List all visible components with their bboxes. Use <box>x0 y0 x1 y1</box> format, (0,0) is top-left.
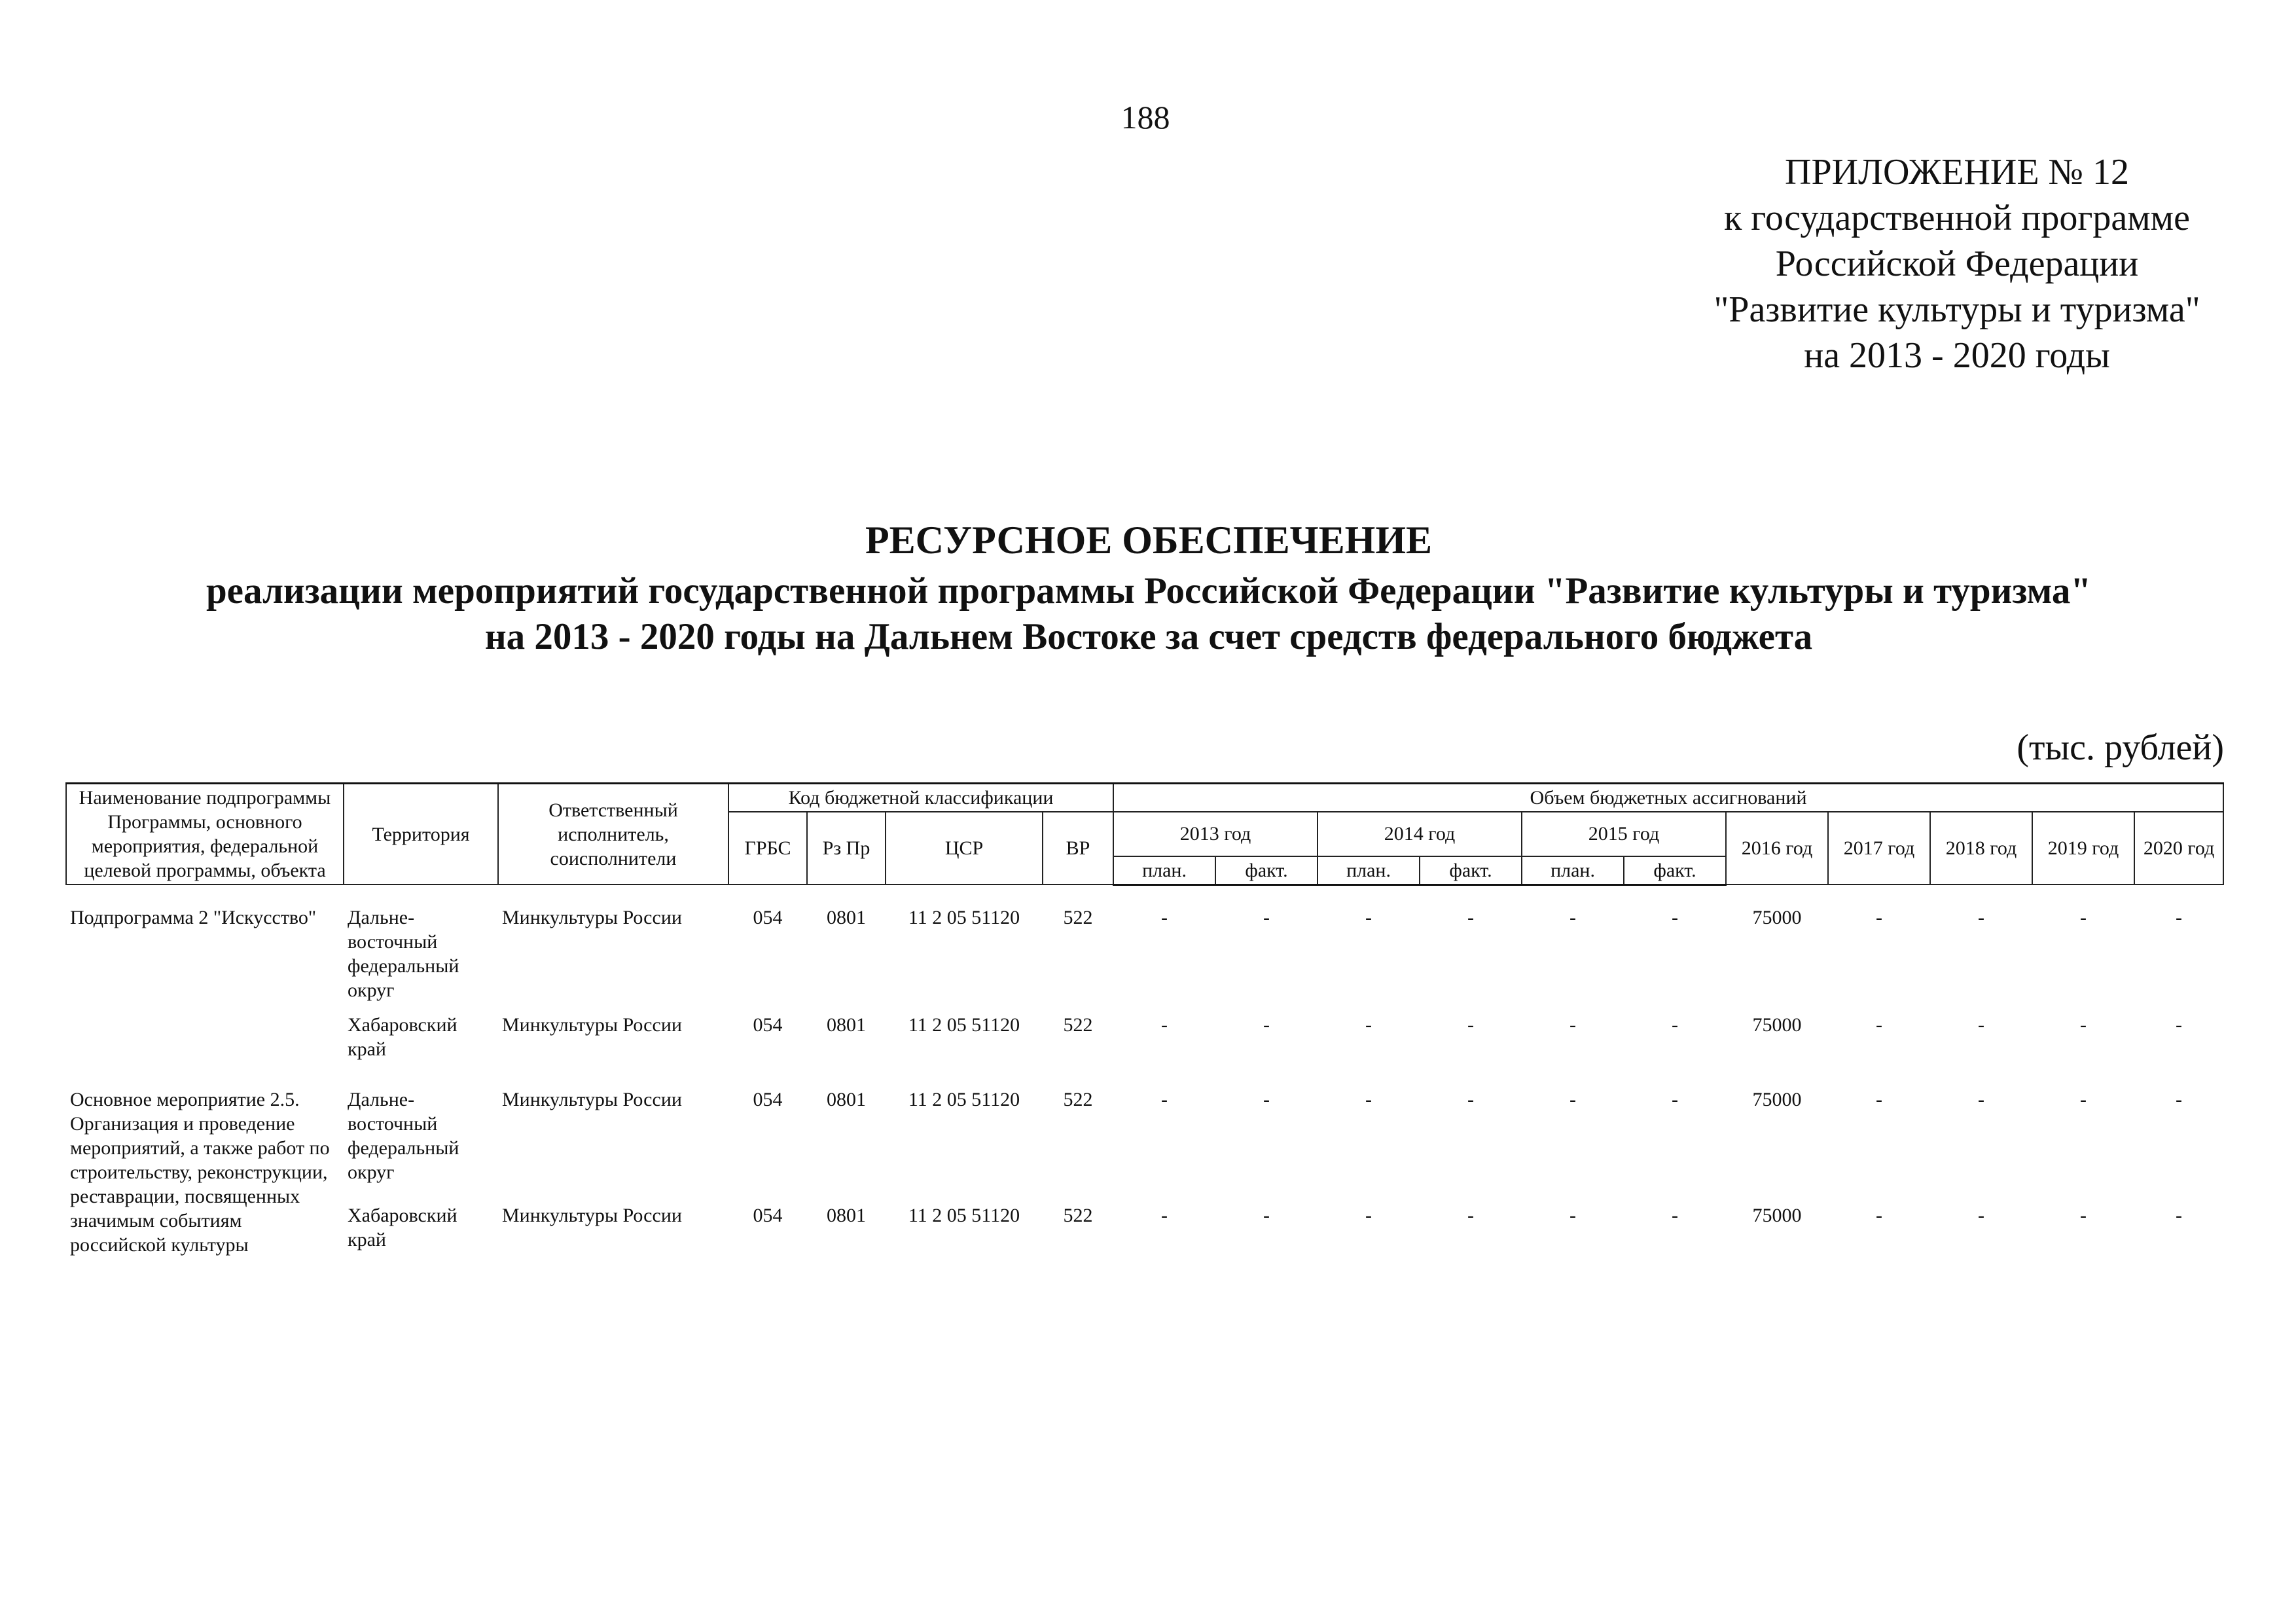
cell-2015-plan: - <box>1570 1013 1577 1036</box>
row-grbs: 054 <box>753 906 783 928</box>
appendix-line: "Развитие культуры и туризма" <box>1713 289 2200 330</box>
cell-2020: - <box>2176 1204 2183 1226</box>
cell-2013-plan: - <box>1161 906 1168 928</box>
cell-2015-plan: - <box>1570 1204 1577 1226</box>
cell-2014-plan: - <box>1365 1088 1372 1110</box>
cell-2014-fact: - <box>1467 1088 1475 1110</box>
row-rzpr: 0801 <box>827 1013 866 1036</box>
row-csr: 11 2 05 51120 <box>908 1204 1020 1226</box>
cell-2014-fact: - <box>1467 906 1475 928</box>
header-plan: план. <box>1113 856 1215 885</box>
cell-2020: - <box>2176 1013 2183 1036</box>
header-name: Наименование подпрограммы Программы, основного мероприятия, федеральной целевой программы, объекта <box>66 784 344 885</box>
cell-2013-fact: - <box>1263 1013 1270 1036</box>
title-subline: реализации мероприятий государственной программы Российской Федерации "Развитие культуры и туризма" <box>206 570 2092 611</box>
header-rzpr: Рз Пр <box>807 812 886 884</box>
appendix-number: ПРИЛОЖЕНИЕ № 12 <box>1785 152 2129 192</box>
header-2020: 2020 год <box>2134 812 2223 884</box>
cell-2020: - <box>2176 1088 2183 1110</box>
cell-2017: - <box>1876 1088 1883 1110</box>
cell-2015-plan: - <box>1570 1088 1577 1110</box>
header-volume: Объем бюджетных ассигнований <box>1113 784 2223 812</box>
table-row <box>66 1194 2223 1258</box>
cell-2015-plan: - <box>1570 906 1577 928</box>
header-territory: Территория <box>344 784 498 885</box>
appendix-block <box>1662 149 2251 378</box>
table-row <box>66 1004 2223 1063</box>
header-2014: 2014 год <box>1318 812 1522 856</box>
header-2018: 2018 год <box>1930 812 2032 884</box>
units-label: (тыс. рублей) <box>2017 727 2224 768</box>
row-rzpr: 0801 <box>827 1204 866 1226</box>
cell-2014-plan: - <box>1365 1013 1372 1036</box>
cell-2018: - <box>1978 906 1985 928</box>
cell-2019: - <box>2080 1088 2087 1110</box>
header-fact: факт. <box>1420 856 1522 885</box>
cell-2014-plan: - <box>1365 1204 1372 1226</box>
row-rzpr: 0801 <box>827 906 866 928</box>
cell-2018: - <box>1978 1013 1985 1036</box>
row-executor: Минкультуры России <box>502 1204 682 1226</box>
header-plan: план. <box>1522 856 1624 885</box>
row-territory: Хабаровский край <box>348 1013 457 1060</box>
row-csr: 11 2 05 51120 <box>908 906 1020 928</box>
document-title <box>164 517 2134 660</box>
row-rzpr: 0801 <box>827 1088 866 1110</box>
header-fact: факт. <box>1624 856 1726 885</box>
cell-2015-fact: - <box>1672 1088 1679 1110</box>
header-fact: факт. <box>1215 856 1318 885</box>
resource-table <box>65 782 2224 1258</box>
row-territory: Хабаровский край <box>348 1204 457 1250</box>
cell-2020: - <box>2176 906 2183 928</box>
header-plan: план. <box>1318 856 1420 885</box>
row-vr: 522 <box>1063 1088 1093 1110</box>
cell-2015-fact: - <box>1672 1013 1679 1036</box>
row-territory: Дальне-восточный федеральный округ <box>348 906 459 1001</box>
header-2019: 2019 год <box>2032 812 2134 884</box>
title-heading: РЕСУРСНОЕ ОБЕСПЕЧЕНИЕ <box>865 519 1433 562</box>
row-csr: 11 2 05 51120 <box>908 1013 1020 1036</box>
row-territory: Дальне-восточный федеральный округ <box>348 1088 459 1183</box>
cell-2013-fact: - <box>1263 1088 1270 1110</box>
cell-2019: - <box>2080 906 2087 928</box>
cell-2013-plan: - <box>1161 1013 1168 1036</box>
appendix-line: к государственной программе <box>1724 198 2190 238</box>
cell-2019: - <box>2080 1204 2087 1226</box>
row-name: Основное мероприятие 2.5. Организация и проведение мероприятий, а также работ по строительству, реконструкции, реставрации, посвященных значимым событиям российской культуры <box>70 1088 330 1256</box>
cell-2014-plan: - <box>1365 906 1372 928</box>
row-executor: Минкультуры России <box>502 1088 682 1110</box>
row-vr: 522 <box>1063 1013 1093 1036</box>
cell-2014-fact: - <box>1467 1013 1475 1036</box>
cell-2014-fact: - <box>1467 1204 1475 1226</box>
header-csr: ЦСР <box>886 812 1043 884</box>
cell-2017: - <box>1876 906 1883 928</box>
title-subline: на 2013 - 2020 годы на Дальнем Востоке за счет средств федерального бюджета <box>484 616 1813 657</box>
cell-2019: - <box>2080 1013 2087 1036</box>
header-executor: Ответственный исполнитель, соисполнители <box>498 784 728 885</box>
header-2016: 2016 год <box>1726 812 1828 884</box>
row-grbs: 054 <box>753 1013 783 1036</box>
cell-2015-fact: - <box>1672 906 1679 928</box>
cell-2013-fact: - <box>1263 1204 1270 1226</box>
table-body <box>66 884 2223 1258</box>
table-row <box>66 1086 2223 1194</box>
cell-2018: - <box>1978 1088 1985 1110</box>
row-name: Подпрограмма 2 "Искусство" <box>70 906 317 928</box>
cell-2018: - <box>1978 1204 1985 1226</box>
cell-2017: - <box>1876 1013 1883 1036</box>
table-header <box>66 784 2223 885</box>
cell-2017: - <box>1876 1204 1883 1226</box>
row-vr: 522 <box>1063 906 1093 928</box>
header-2015: 2015 год <box>1522 812 1726 856</box>
row-executor: Минкультуры России <box>502 906 682 928</box>
row-vr: 522 <box>1063 1204 1093 1226</box>
cell-2016: 75000 <box>1752 906 1802 928</box>
cell-2013-fact: - <box>1263 906 1270 928</box>
cell-2013-plan: - <box>1161 1088 1168 1110</box>
header-2017: 2017 год <box>1828 812 1930 884</box>
cell-2016: 75000 <box>1752 1088 1802 1110</box>
cell-2016: 75000 <box>1752 1013 1802 1036</box>
header-2013: 2013 год <box>1113 812 1318 856</box>
header-budget-code: Код бюджетной классификации <box>728 784 1113 812</box>
row-grbs: 054 <box>753 1088 783 1110</box>
row-csr: 11 2 05 51120 <box>908 1088 1020 1110</box>
header-vr: ВР <box>1043 812 1113 884</box>
cell-2013-plan: - <box>1161 1204 1168 1226</box>
header-grbs: ГРБС <box>728 812 807 884</box>
appendix-line: на 2013 - 2020 годы <box>1804 335 2110 376</box>
row-executor: Минкультуры России <box>502 1013 682 1036</box>
page-number: 188 <box>1121 99 1170 136</box>
cell-2016: 75000 <box>1752 1204 1802 1226</box>
table-row <box>66 904 2223 1004</box>
row-grbs: 054 <box>753 1204 783 1226</box>
appendix-line: Российской Федерации <box>1775 244 2139 284</box>
cell-2015-fact: - <box>1672 1204 1679 1226</box>
